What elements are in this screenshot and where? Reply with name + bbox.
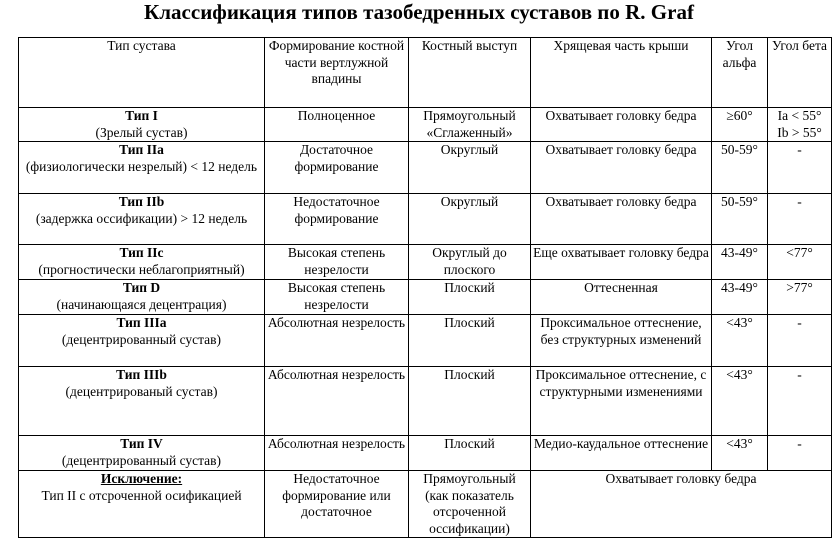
alpha-cell: <43° (712, 367, 768, 436)
beta-cell: - (768, 142, 832, 194)
type-cell (19, 436, 265, 471)
cartilage-roof-cell: Охватывает головку бедра (531, 108, 712, 142)
bony-formation-cell: Высокая степень незрелости (265, 245, 409, 280)
page-title: Классификация типов тазобедренных суставов по R. Graf (144, 0, 694, 24)
alpha-cell: 50-59° (712, 142, 768, 194)
header-bony-rim: Костный выступ (409, 38, 531, 108)
table-row (19, 245, 832, 280)
bony-rim-cell: Плоский (409, 436, 531, 471)
type-cell (19, 194, 265, 245)
bony-rim-cell: Прямоугольный (как показатель отсроченной оссификации) (409, 471, 531, 538)
cartilage-roof-cell: Охватывает головку бедра (531, 142, 712, 194)
beta-cell: >77° (768, 280, 832, 315)
type-cell (19, 142, 265, 194)
alpha-cell: 50-59° (712, 194, 768, 245)
cartilage-roof-cell: Охватывает головку бедра (531, 194, 712, 245)
bony-rim-cell: Прямоугольный «Сглаженный» (409, 108, 531, 142)
cartilage-roof-cell: Охватывает головку бедра (531, 471, 832, 538)
type-desc: (децентрированный сустав) (61, 331, 222, 347)
table-row (19, 436, 832, 471)
type-cell (19, 245, 265, 280)
table-row (19, 280, 832, 315)
type-name: Тип IIa (119, 142, 164, 157)
bony-formation-cell: Абсолютная незрелость (265, 436, 409, 471)
beta-cell: - (768, 367, 832, 436)
cartilage-roof-cell: Еще охватывает головку бедра (531, 245, 712, 280)
type-desc: Тип II с отсроченной осификацией (41, 487, 242, 503)
cartilage-roof-cell: Оттесненная (531, 280, 712, 315)
beta-cell: - (768, 436, 832, 471)
beta-value: Ib > 55° (777, 124, 822, 140)
table-header-row (19, 38, 832, 108)
type-desc: (задержка оссификации) > 12 недель (35, 210, 248, 226)
bony-formation-cell: Абсолютная незрелость (265, 315, 409, 367)
bony-rim-cell: Плоский (409, 280, 531, 315)
exception-label: Исключение: (100, 471, 183, 486)
type-cell (19, 108, 265, 142)
beta-cell: - (768, 194, 832, 245)
beta-value: Ia < 55° (777, 108, 822, 123)
type-cell (19, 280, 265, 315)
type-name: Тип IIIa (116, 315, 167, 330)
table-row (19, 315, 832, 367)
alpha-cell: 43-49° (712, 280, 768, 315)
alpha-cell: 43-49° (712, 245, 768, 280)
type-name: Тип IV (120, 436, 163, 451)
bony-rim-cell: Округлый до плоского (409, 245, 531, 280)
alpha-cell: <43° (712, 315, 768, 367)
bony-rim-cell: Округлый (409, 194, 531, 245)
table-row (19, 367, 832, 436)
graf-classification-table (18, 37, 832, 538)
header-bony-formation: Формирование костной части вертлужной впадины (265, 38, 409, 108)
cartilage-roof-cell: Медио-каудальное оттеснение (531, 436, 712, 471)
bony-formation-cell: Достаточное формирование (265, 142, 409, 194)
bony-rim-cell: Плоский (409, 315, 531, 367)
beta-cell (768, 108, 832, 142)
type-name: Тип D (122, 280, 161, 295)
bony-rim-cell: Округлый (409, 142, 531, 194)
beta-cell: <77° (768, 245, 832, 280)
type-cell (19, 315, 265, 367)
alpha-cell: ≥60° (712, 108, 768, 142)
type-desc: (децентрированый сустав) (65, 383, 218, 399)
bony-rim-cell: Плоский (409, 367, 531, 436)
bony-formation-cell: Недостаточное формирование или достаточное (265, 471, 409, 538)
bony-formation-cell: Высокая степень незрелости (265, 280, 409, 315)
table-row (19, 108, 832, 142)
type-desc: (прогностически неблагоприятный) (38, 261, 245, 277)
header-cartilage-roof: Хрящевая часть крыши (531, 38, 712, 108)
type-name: Тип IIc (119, 245, 164, 260)
cartilage-roof-cell: Проксимальное оттеснение, с структурными изменениями (531, 367, 712, 436)
exception-row (19, 471, 832, 538)
table-row (19, 194, 832, 245)
cartilage-roof-cell: Проксимальное оттеснение, без структурных изменений (531, 315, 712, 367)
beta-cell: - (768, 315, 832, 367)
type-desc: (Зрелый сустав) (95, 124, 188, 140)
bony-formation-cell: Полноценное (265, 108, 409, 142)
table-row (19, 142, 832, 194)
alpha-cell: <43° (712, 436, 768, 471)
type-name: Тип IIIb (116, 367, 167, 382)
type-desc: (физиологически незрелый) < 12 недель (25, 158, 258, 174)
type-desc: (децентрированный сустав) (61, 452, 222, 468)
header-beta: Угол бета (768, 38, 832, 108)
type-name: Тип I (125, 108, 158, 123)
type-name: Тип IIb (118, 194, 165, 209)
bony-formation-cell: Недостаточное формирование (265, 194, 409, 245)
bony-formation-cell: Абсолютная незрелость (265, 367, 409, 436)
type-desc: (начинающаяся децентрация) (56, 296, 227, 312)
header-type: Тип сустава (19, 38, 265, 108)
header-alpha: Угол альфа (712, 38, 768, 108)
type-cell (19, 471, 265, 538)
type-cell (19, 367, 265, 436)
